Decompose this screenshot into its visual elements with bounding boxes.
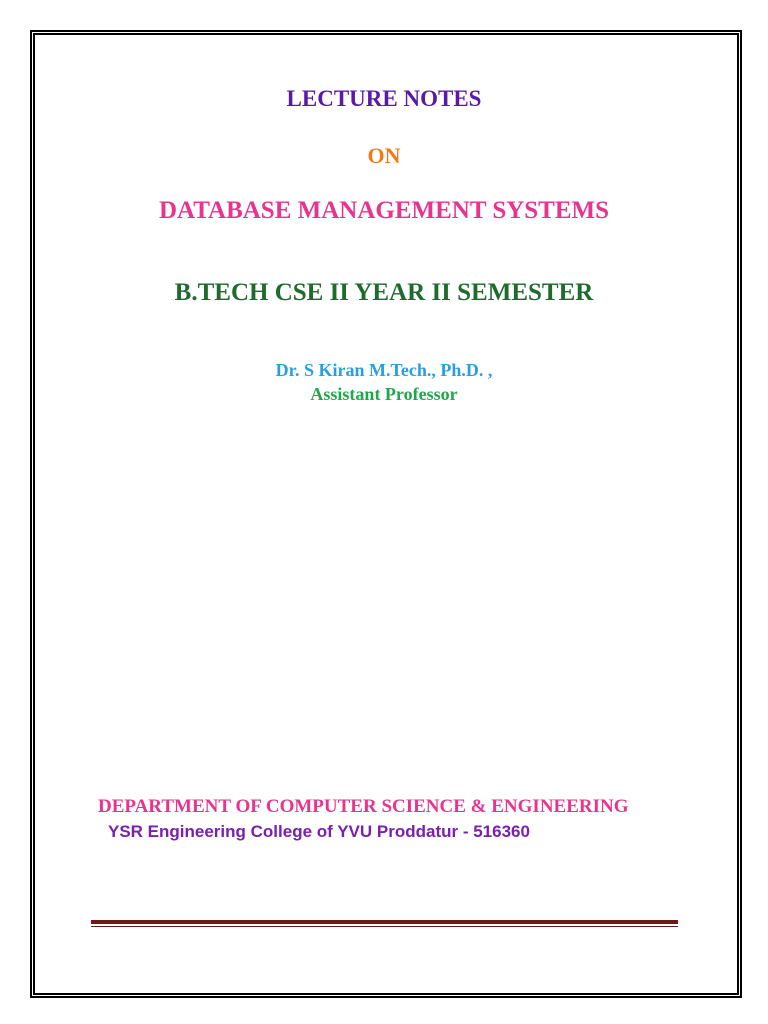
author-name: Dr. S Kiran M.Tech., Ph.D. , — [275, 360, 493, 380]
author-role: Assistant Professor — [310, 384, 458, 404]
footer-rule-thin — [91, 926, 678, 927]
department-name: DEPARTMENT OF COMPUTER SCIENCE & ENGINEERING — [98, 796, 629, 817]
lecture-notes-heading: LECTURE NOTES — [286, 86, 482, 111]
page-border-outer — [30, 30, 742, 998]
college-name: YSR Engineering College of YVU Proddatur - 516360 — [108, 822, 530, 841]
on-connector: ON — [367, 143, 401, 168]
footer-rule-thick — [91, 920, 678, 924]
subject-title: DATABASE MANAGEMENT SYSTEMS — [158, 197, 610, 224]
course-title: B.TECH CSE II YEAR II SEMESTER — [174, 279, 594, 306]
